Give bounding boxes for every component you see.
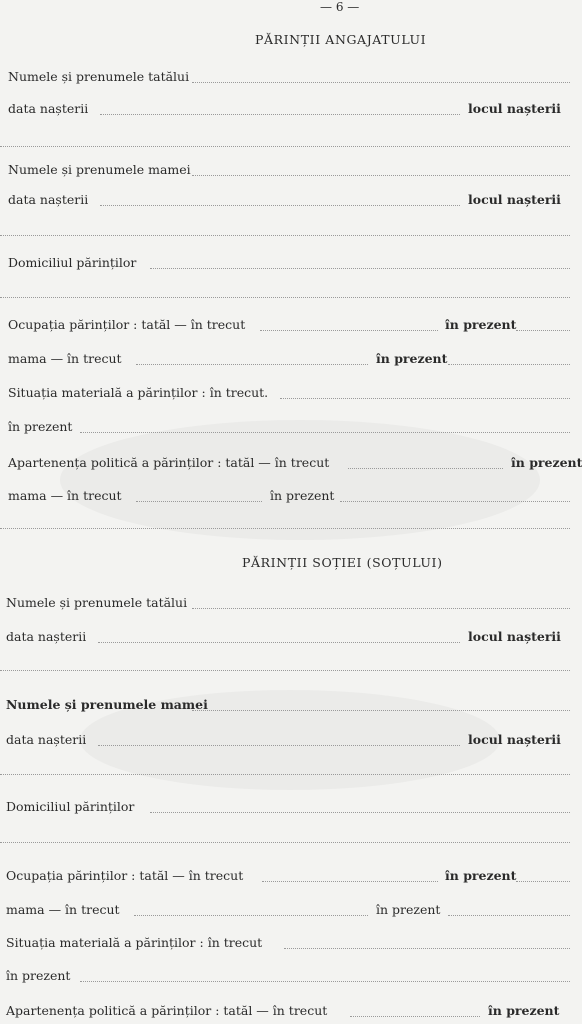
political-father-past-field[interactable] xyxy=(348,468,503,469)
domicile-field[interactable] xyxy=(150,268,570,269)
spouse-political-father-past-field[interactable] xyxy=(350,1016,480,1017)
mother-pob-field[interactable] xyxy=(0,235,570,236)
spouse-mother-dob-label: data nașterii xyxy=(6,732,87,747)
political-father-now-label: în prezent xyxy=(511,455,582,470)
spouse-father-name-field[interactable] xyxy=(192,608,570,609)
mother-name-field[interactable] xyxy=(192,175,570,176)
occupation-mother-label: mama — în trecut xyxy=(8,351,122,366)
spouse-political-father-label: Apartenența politică a părinților : tatăl — în trecut xyxy=(6,1003,328,1018)
spouse-mother-name-label: Numele și prenumele mamei xyxy=(6,697,208,712)
occupation-father-past-field[interactable] xyxy=(260,330,438,331)
spouse-material-now-field[interactable] xyxy=(80,981,570,982)
occupation-mother-now-label: în prezent xyxy=(376,351,448,366)
father-name-field[interactable] xyxy=(192,82,570,83)
political-mother-past-field[interactable] xyxy=(136,501,262,502)
spouse-mother-dob-field[interactable] xyxy=(98,745,460,746)
mother-name-label: Numele și prenumele mamei xyxy=(8,162,191,177)
spouse-mother-name-field[interactable] xyxy=(192,710,570,711)
material-now-label: în prezent xyxy=(8,419,73,434)
political-mother-now-label: în prezent xyxy=(270,488,335,503)
mother-dob-field[interactable] xyxy=(100,205,460,206)
spouse-father-pob-field[interactable] xyxy=(0,670,570,671)
political-father-label: Apartenența politică a părinților : tatăl — în trecut xyxy=(8,455,330,470)
spouse-occupation-father-now-label: în prezent xyxy=(445,868,517,883)
spouse-occupation-mother-label: mama — în trecut xyxy=(6,902,120,917)
occupation-father-now-label: în prezent xyxy=(445,317,517,332)
spouse-occupation-mother-now-field[interactable] xyxy=(448,915,570,916)
page-number: — 6 — xyxy=(320,0,360,14)
father-dob-field[interactable] xyxy=(100,114,460,115)
occupation-father-label: Ocupația părinților : tatăl — în trecut xyxy=(8,317,246,332)
spouse-political-father-now-label: în prezent xyxy=(488,1003,560,1018)
section-title-spouse-parents: PĂRINȚII SOȚIEI (SOȚULUI) xyxy=(242,555,443,570)
political-mother-now-field[interactable] xyxy=(340,501,570,502)
section-title-employee-parents: PĂRINȚII ANGAJATULUI xyxy=(255,32,427,47)
spouse-occupation-father-past-field[interactable] xyxy=(262,881,438,882)
spouse-material-past-label: Situația materială a părinților : în trecut xyxy=(6,935,263,950)
spouse-occupation-father-now-field[interactable] xyxy=(516,881,570,882)
spouse-mother-pob-field[interactable] xyxy=(0,774,570,775)
material-now-field[interactable] xyxy=(80,432,570,433)
spouse-father-dob-label: data nașterii xyxy=(6,629,87,644)
scan-smudge xyxy=(60,420,540,540)
occupation-mother-now-field[interactable] xyxy=(448,364,570,365)
spouse-father-dob-field[interactable] xyxy=(98,642,460,643)
material-past-field[interactable] xyxy=(280,398,570,399)
spouse-material-past-field[interactable] xyxy=(284,948,570,949)
spouse-occupation-mother-now-label: în prezent xyxy=(376,902,441,917)
domicile-field-line-2[interactable] xyxy=(0,297,570,298)
spouse-material-now-label: în prezent xyxy=(6,968,71,983)
spouse-occupation-father-label: Ocupația părinților : tatăl — în trecut xyxy=(6,868,244,883)
father-pob-field[interactable] xyxy=(0,146,570,147)
spouse-father-pob-label: locul nașterii xyxy=(468,629,561,644)
spouse-mother-pob-label: locul nașterii xyxy=(468,732,561,747)
material-past-label: Situația materială a părinților : în trecut. xyxy=(8,385,269,400)
spouse-occupation-mother-past-field[interactable] xyxy=(134,915,368,916)
domicile-label: Domiciliul părinților xyxy=(8,255,137,270)
mother-dob-label: data nașterii xyxy=(8,192,89,207)
father-name-label: Numele și prenumele tatălui xyxy=(8,69,190,84)
occupation-mother-past-field[interactable] xyxy=(136,364,368,365)
spouse-father-name-label: Numele și prenumele tatălui xyxy=(6,595,188,610)
occupation-father-now-field[interactable] xyxy=(516,330,570,331)
spouse-domicile-field-line-2[interactable] xyxy=(0,842,570,843)
political-extra-line[interactable] xyxy=(0,528,570,529)
father-pob-label: locul nașterii xyxy=(468,101,561,116)
political-mother-label: mama — în trecut xyxy=(8,488,122,503)
spouse-domicile-label: Domiciliul părinților xyxy=(6,799,135,814)
father-dob-label: data nașterii xyxy=(8,101,89,116)
mother-pob-label: locul nașterii xyxy=(468,192,561,207)
spouse-domicile-field[interactable] xyxy=(150,812,570,813)
